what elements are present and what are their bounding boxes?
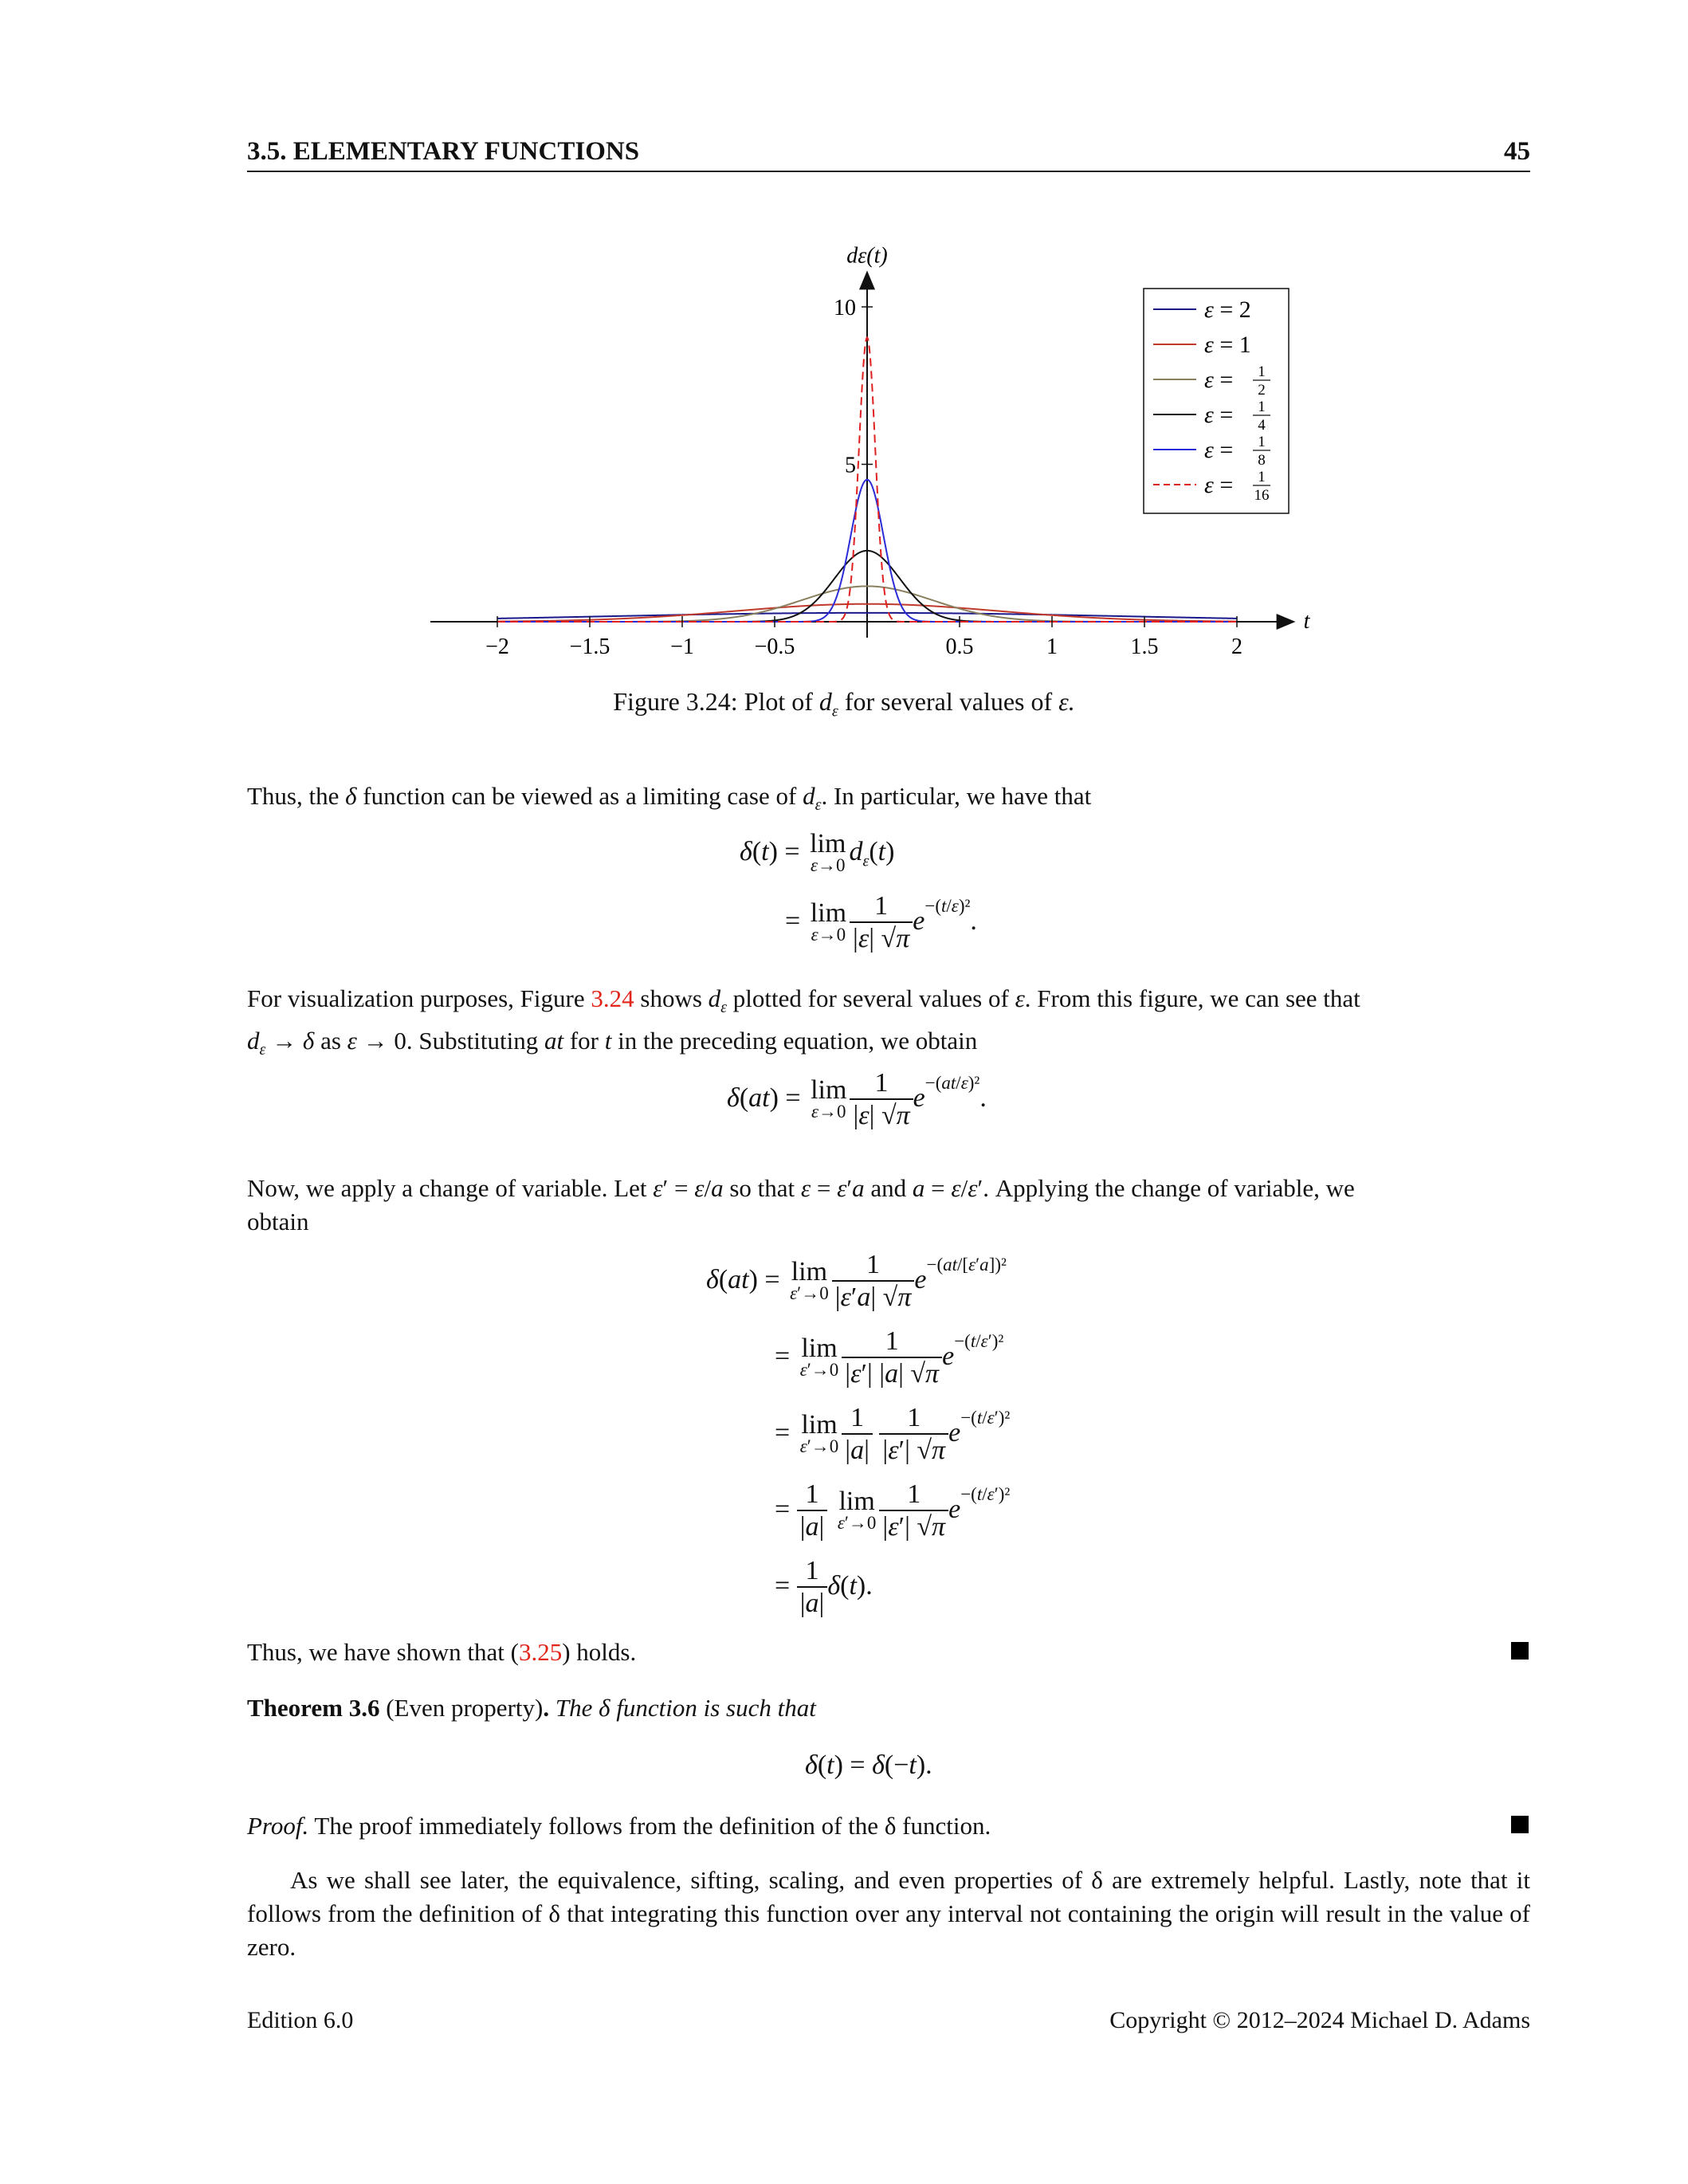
paragraph-3: Now, we apply a change of variable. Let ε′ = ε/a so that ε = ε′a and a = ε/ε′. Applying the change of variable, we obtain xyxy=(247,1174,1355,1235)
x-tick-label-3: −0.5 xyxy=(754,634,795,659)
paragraph-1: Thus, the δ function can be viewed as a limiting case of $d_\varepsilon$. In particular, we have that xyxy=(247,782,1092,815)
paragraph-4: Thus, we have shown that (3.25) holds. xyxy=(247,1638,637,1666)
figure-3-24-plot xyxy=(430,231,1339,678)
x-tick-label-1: −1.5 xyxy=(569,634,610,659)
equation-change-5: = $\frac{1}{|a|}$ δ(t). xyxy=(775,1556,873,1618)
equation-change-3: = lim ε′→0 $\frac{1}{|a|}$ $\frac{1}{|\varepsilon'| √\pi}$ $e^{-(t/\varepsilon')^2}$ xyxy=(775,1403,1011,1465)
paragraph-2: For visualization purposes, Figure 3.24 shows $d_\varepsilon$ plotted for several values of ε. From this figure, we can see that $d_\varepsilon \to \delta$ as ε → 0. Substituting at for t in the preceding equation, we obtain xyxy=(247,984,1360,1059)
legend-label-0: ε = 2 xyxy=(1204,297,1251,323)
legend-frac-den-4: 8 xyxy=(1258,452,1266,469)
qed-mark-2 xyxy=(1511,1816,1529,1833)
x-tick-label-6: 1.5 xyxy=(1130,634,1159,659)
figure-ref-link[interactable]: 3.24 xyxy=(591,984,634,1012)
legend-frac-num-4: 1 xyxy=(1258,434,1266,450)
x-tick-label-5: 1 xyxy=(1046,634,1058,659)
legend-label-5: ε = xyxy=(1204,472,1234,498)
legend-label-1: ε = 1 xyxy=(1204,332,1251,358)
y-axis-label: dε(t) xyxy=(846,243,888,269)
running-header xyxy=(247,134,1530,172)
equation-ref-link[interactable]: 3.25 xyxy=(518,1638,563,1666)
y-tick-label-0: 5 xyxy=(845,453,856,478)
footer-copyright: Copyright © 2012–2024 Michael D. Adams xyxy=(1109,2007,1530,2033)
legend-frac-den-2: 2 xyxy=(1258,382,1266,399)
legend-frac-den-3: 4 xyxy=(1258,417,1266,434)
equation-change-2: = lim ε′→0 $\frac{1}{|\varepsilon'| |a| √\pi}$ $e^{-(t/\varepsilon')^2}$ xyxy=(775,1326,1004,1389)
page-number: 45 xyxy=(1504,137,1530,166)
equation-delta-limit-1: δ(t) = lim ε→0 $d_\varepsilon(t)$ xyxy=(740,829,895,875)
x-tick-label-7: 2 xyxy=(1231,634,1242,659)
figure-caption: Figure 3.24: Plot of $d_\varepsilon$ for several values of ε. xyxy=(613,687,1075,721)
y-tick-label-1: 10 xyxy=(834,296,856,320)
equation-change-1: δ(at) = lim ε′→0 $\frac{1}{|\varepsilon'a| √\pi}$ $e^{-(at/[\varepsilon'a])^2}$ xyxy=(706,1250,1007,1312)
legend-frac-num-2: 1 xyxy=(1258,363,1266,380)
proof: Proof. The proof immediately follows from the definition of the δ function. xyxy=(247,1812,991,1840)
x-tick-label-4: 0.5 xyxy=(945,634,974,659)
equation-even-property: δ(t) = δ(−t). xyxy=(805,1750,932,1780)
legend xyxy=(1144,289,1289,513)
theorem-3-6: Theorem 3.6 (Even property). The δ function is such that xyxy=(247,1694,816,1722)
legend-frac-num-3: 1 xyxy=(1258,399,1266,415)
x-tick-label-2: −1 xyxy=(670,634,694,659)
legend-label-4: ε = xyxy=(1204,437,1234,463)
legend-label-3: ε = xyxy=(1204,402,1234,428)
equation-delta-limit-2: = lim ε→0 $\frac{1}{|\varepsilon| √\pi}$ $e^{-(t/\varepsilon)^2}$. xyxy=(785,891,977,953)
paragraph-5: As we shall see later, the equivalence, sifting, scaling, and even properties of δ are extremely helpful. Lastly, note that it follows from the definition of δ that integrating this function over any interval not containing the origin will result in the value of zero. xyxy=(247,1866,1530,1961)
qed-mark-1 xyxy=(1511,1642,1529,1660)
legend-label-2: ε = xyxy=(1204,367,1234,393)
section-title: 3.5. ELEMENTARY FUNCTIONS xyxy=(247,137,640,166)
legend-frac-num-5: 1 xyxy=(1258,469,1266,485)
footer-edition: Edition 6.0 xyxy=(247,2007,354,2033)
legend-frac-den-5: 16 xyxy=(1254,487,1270,504)
x-tick-label-0: −2 xyxy=(485,634,509,659)
equation-change-4: = $\frac{1}{|a|}$ lim ε′→0 $\frac{1}{|\varepsilon'| √\pi}$ $e^{-(t/\varepsilon')^2}$ xyxy=(775,1479,1011,1542)
equation-delta-at: δ(at) = lim ε→0 $\frac{1}{|\varepsilon| √\pi}$ $e^{-(at/\varepsilon)^2}$. xyxy=(727,1068,987,1130)
x-axis-label: t xyxy=(1303,609,1310,634)
